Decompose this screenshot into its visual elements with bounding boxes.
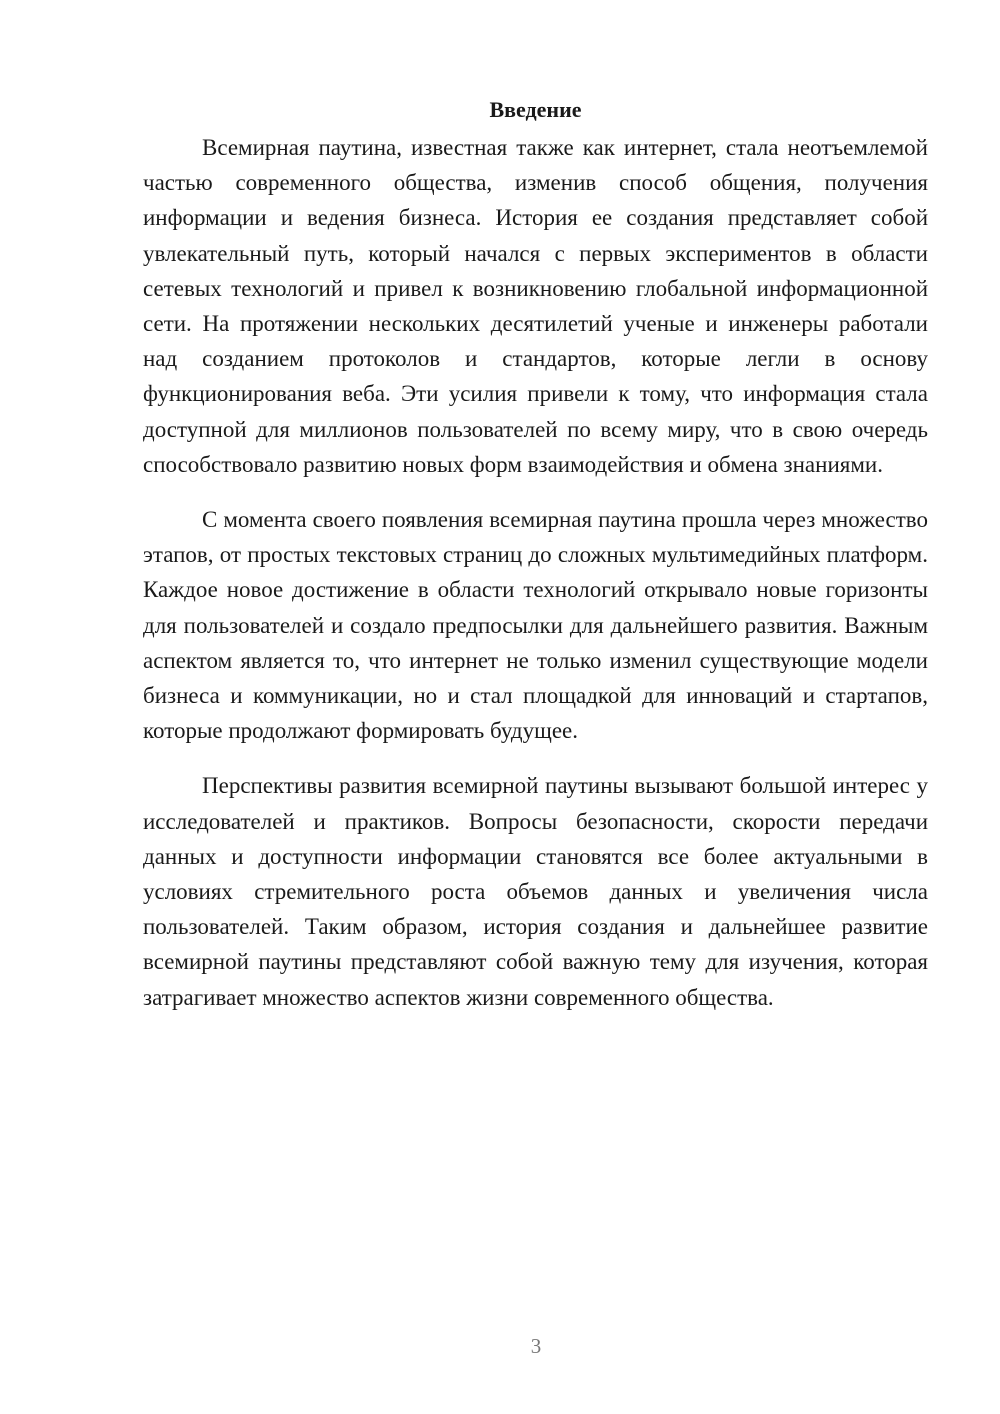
page-number-footer [0, 1332, 1000, 1360]
paragraph-1: Всемирная паутина, известная также как интернет, стала неотъемлемой частью современного общества, изменив способ общения, получения информации и ведения бизнеса. История ее создания представляет собой увлекательный путь, который начался с первых экспериментов в области сетевых технологий и привел к возникновению глобальной информационной сети. На протяжении нескольких десятилетий ученые и инженеры работали над созданием протоколов и стандартов, которые легли в основу функционирования веба. Эти усилия привели к тому, что информация стала доступной для миллионов пользователей по всему миру, что в свою очередь способствовало развитию новых форм взаимодействия и обмена знаниями. [143, 135, 928, 477]
page-number: 3 [530, 1334, 542, 1358]
paragraph-2: С момента своего появления всемирная паутина прошла через множество этапов, от простых текстовых страниц до сложных мультимедийных платформ. Каждое новое достижение в области технологий открывало новые горизонты для пользователей и создало предпосылки для дальнейшего развития. Важным аспектом является то, что интернет не только изменил существующие модели бизнеса и коммуникации, но и стал площадкой для инноваций и стартапов, которые продолжают формировать будущее. [143, 507, 928, 744]
section-title: Введение [489, 97, 582, 122]
paragraph-3: Перспективы развития всемирной паутины вызывают большой интерес у исследователей и практиков. Вопросы безопасности, скорости передачи данных и доступности информации становятся все более актуальными в условиях стремительного роста объемов данных и увеличения числа пользователей. Таким образом, история создания и дальнейшее развитие всемирной паутины представляют собой важную тему для изучения, которая затрагивает множество аспектов жизни современного общества. [143, 773, 928, 1010]
page-content [143, 92, 928, 1035]
